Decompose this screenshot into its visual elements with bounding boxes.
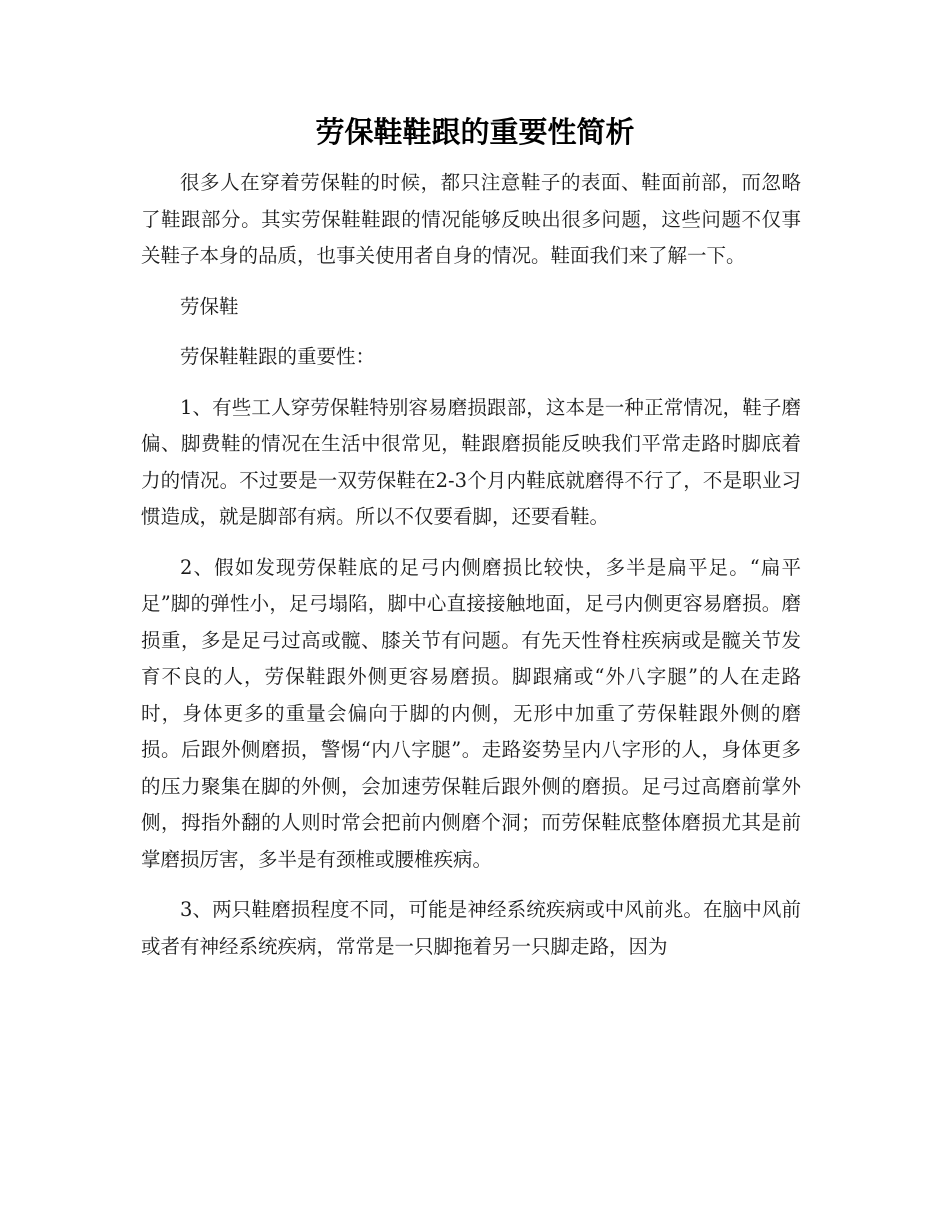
paragraph-point-3: 3、两只鞋磨损程度不同，可能是神经系统疾病或中风前兆。在脑中风前或者有神经系统疾病，常常是一只脚拖着另一只脚走路，因为	[141, 898, 801, 958]
paragraph-point-1: 1、有些工人穿劳保鞋特别容易磨损跟部，这本是一种正常情况，鞋子磨偏、脚费鞋的情况在生活中很常见，鞋跟磨损能反映我们平常走路时脚底着力的情况。不过要是一双劳保鞋在2-3个月内鞋底就磨得不行了，不是职业习惯造成，就是脚部有病。所以不仅要看脚，还要看鞋。	[141, 395, 801, 528]
document-body	[141, 165, 801, 979]
paragraph-heading: 劳保鞋鞋跟的重要性：	[180, 345, 376, 368]
paragraph-intro: 很多人在穿着劳保鞋的时候，都只注意鞋子的表面、鞋面前部，而忽略了鞋跟部分。其实劳保鞋鞋跟的情况能够反映出很多问题，这些问题不仅事关鞋子本身的品质，也事关使用者自身的情况。鞋面我们来了解一下。	[141, 171, 801, 267]
document-title: 劳保鞋鞋跟的重要性简析	[315, 115, 635, 149]
paragraph-point-2: 2、假如发现劳保鞋底的足弓内侧磨损比较快，多半是扁平足。“扁平足”脚的弹性小，足弓塌陷，脚中心直接接触地面，足弓内侧更容易磨损。磨损重，多是足弓过高或髋、膝关节有问题。有先天性脊柱疾病或是髋关节发育不良的人，劳保鞋跟外侧更容易磨损。脚跟痛或“外八字腿”的人在走路时，身体更多的重量会偏向于脚的内侧，无形中加重了劳保鞋跟外侧的磨损。后跟外侧磨损，警惕“内八字腿”。走路姿势呈内八字形的人，身体更多的压力聚集在脚的外侧，会加速劳保鞋后跟外侧的磨损。足弓过高磨前掌外侧，拇指外翻的人则时常会把前内侧磨个洞；而劳保鞋底整体磨损尤其是前掌磨损厉害，多半是有颈椎或腰椎疾病。	[141, 555, 801, 871]
paragraph-subject: 劳保鞋	[180, 294, 239, 318]
